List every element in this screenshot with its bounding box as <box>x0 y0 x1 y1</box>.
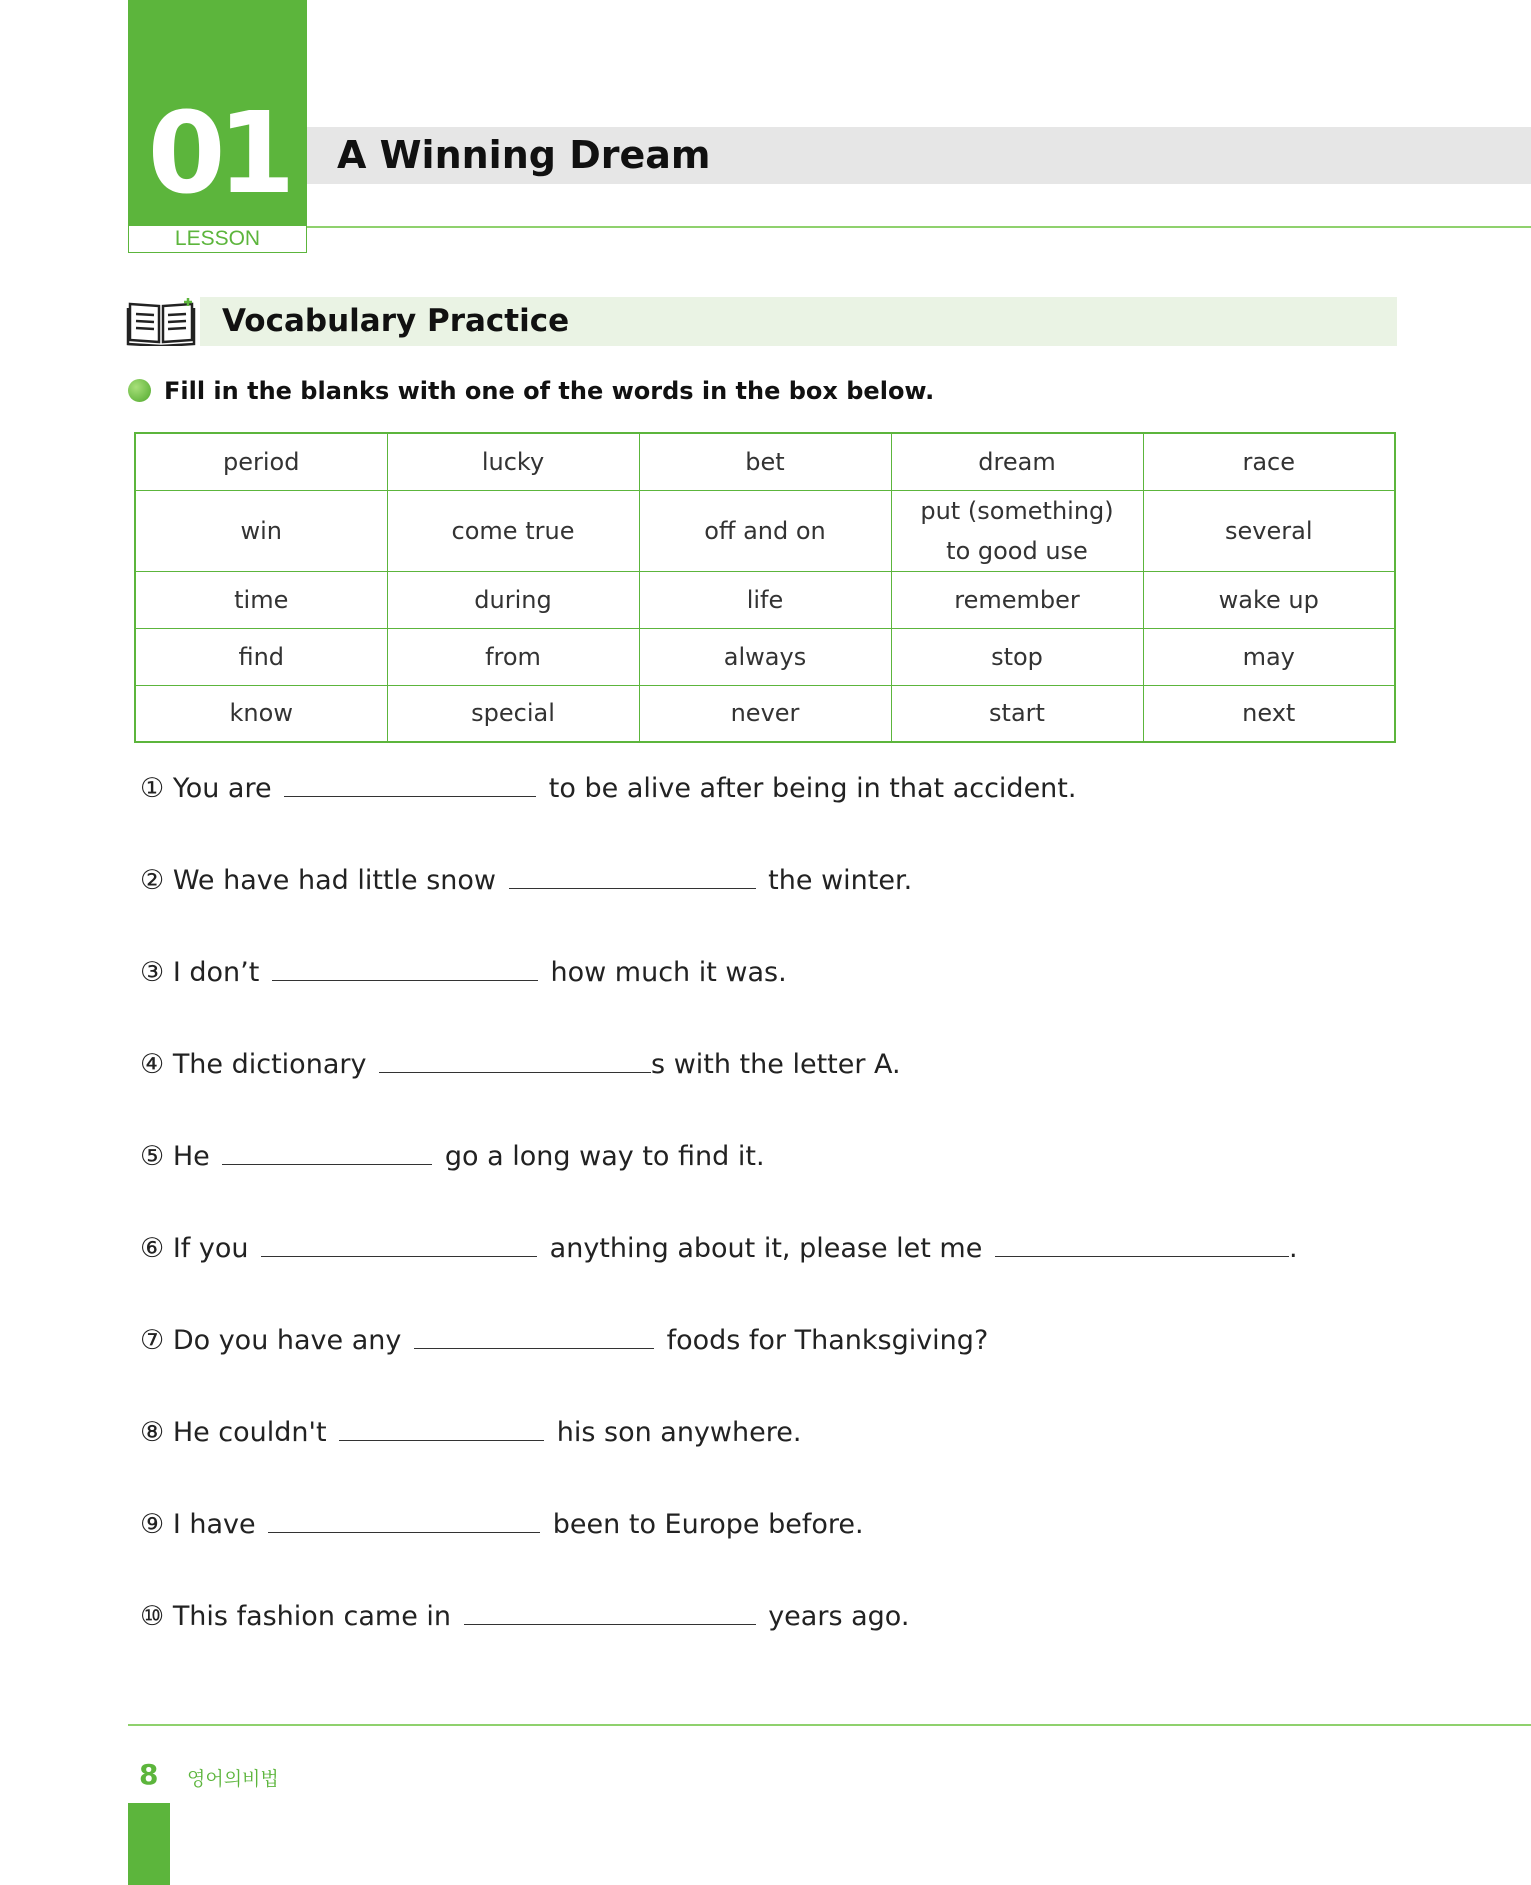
word-row <box>135 433 1395 490</box>
sentence-text: This fashion came in <box>172 1601 452 1632</box>
sentence-text: his son anywhere. <box>556 1417 802 1448</box>
exercise-sentence <box>140 1412 801 1453</box>
answer-blank[interactable] <box>995 1228 1289 1257</box>
word-cell: start <box>891 685 1143 742</box>
lesson-number: 01 <box>147 89 288 219</box>
exercise-sentence <box>140 1320 988 1361</box>
word-row <box>135 628 1395 685</box>
exercise-sentence <box>140 1044 901 1085</box>
word-cell: several <box>1143 490 1395 571</box>
footer-accent <box>128 1803 170 1885</box>
answer-blank[interactable] <box>284 768 536 797</box>
word-cell: race <box>1143 433 1395 490</box>
sentence-text: the winter. <box>768 865 913 896</box>
item-number: ② <box>140 865 165 896</box>
item-number: ⑧ <box>140 1417 165 1448</box>
answer-blank[interactable] <box>222 1136 432 1165</box>
answer-blank[interactable] <box>414 1320 654 1349</box>
word-box-table <box>134 432 1396 743</box>
word-cell: period <box>135 433 387 490</box>
word-cell: win <box>135 490 387 571</box>
word-cell: never <box>639 685 891 742</box>
word-row <box>135 571 1395 628</box>
title-divider <box>307 226 1531 228</box>
word-cell: wake up <box>1143 571 1395 628</box>
word-cell: life <box>639 571 891 628</box>
exercise-sentence <box>140 768 1076 809</box>
sentence-text: anything about it, please let me <box>549 1233 983 1264</box>
sentence-text: go a long way to find it. <box>444 1141 765 1172</box>
word-cell: come true <box>387 490 639 571</box>
page-title: A Winning Dream <box>337 133 711 177</box>
word-cell: lucky <box>387 433 639 490</box>
answer-blank[interactable] <box>339 1412 544 1441</box>
word-cell: from <box>387 628 639 685</box>
sentence-text: foods for Thanksgiving? <box>666 1325 989 1356</box>
item-number: ⑩ <box>140 1601 165 1632</box>
word-row <box>135 685 1395 742</box>
answer-blank[interactable] <box>509 860 756 889</box>
section-title: Vocabulary Practice <box>222 303 570 339</box>
sentence-text: If you <box>172 1233 249 1264</box>
exercise-sentence <box>140 1136 765 1177</box>
sentence-text: The dictionary <box>172 1049 367 1080</box>
instruction-text: Fill in the blanks with one of the words in the box below. <box>164 377 935 405</box>
word-row <box>135 490 1395 571</box>
book-icon <box>126 296 196 346</box>
word-cell: put (something) to good use <box>891 490 1143 571</box>
word-cell: bet <box>639 433 891 490</box>
sentence-text: how much it was. <box>550 957 787 988</box>
exercise-sentence <box>140 1228 1298 1269</box>
word-cell: next <box>1143 685 1395 742</box>
sentence-text: He <box>172 1141 210 1172</box>
book-name: 영어의비법 <box>187 1768 279 1790</box>
item-number: ⑨ <box>140 1509 165 1540</box>
exercise-sentence <box>140 1504 864 1545</box>
word-cell: find <box>135 628 387 685</box>
sentence-text: I have <box>172 1509 256 1540</box>
sentence-text: I don’t <box>172 957 260 988</box>
sentence-text: Do you have any <box>172 1325 402 1356</box>
word-cell: off and on <box>639 490 891 571</box>
word-cell: always <box>639 628 891 685</box>
answer-blank[interactable] <box>272 952 538 981</box>
sentence-text: s with the letter A. <box>651 1049 901 1080</box>
exercise-sentence <box>140 952 787 993</box>
sentence-text: You are <box>172 773 272 804</box>
word-cell: time <box>135 571 387 628</box>
sentence-text: He couldn't <box>172 1417 327 1448</box>
item-number: ⑥ <box>140 1233 165 1264</box>
item-number: ① <box>140 773 165 804</box>
word-cell: may <box>1143 628 1395 685</box>
item-number: ④ <box>140 1049 165 1080</box>
exercise-sentence <box>140 1596 909 1637</box>
exercise-sentence <box>140 860 912 901</box>
word-cell: special <box>387 685 639 742</box>
word-cell: know <box>135 685 387 742</box>
word-cell: remember <box>891 571 1143 628</box>
answer-blank[interactable] <box>261 1228 537 1257</box>
sentence-text: . <box>1288 1233 1298 1264</box>
item-number: ⑤ <box>140 1141 165 1172</box>
sentence-text: years ago. <box>768 1601 910 1632</box>
sentence-text: to be alive after being in that accident. <box>548 773 1077 804</box>
item-number: ⑦ <box>140 1325 165 1356</box>
item-number: ③ <box>140 957 165 988</box>
word-cell: dream <box>891 433 1143 490</box>
answer-blank[interactable] <box>268 1504 540 1533</box>
page-number: 8 <box>139 1758 159 1791</box>
answer-blank[interactable] <box>379 1044 651 1073</box>
bullet-icon <box>128 379 151 402</box>
lesson-label: LESSON <box>128 226 307 253</box>
sentence-text: been to Europe before. <box>552 1509 864 1540</box>
footer-divider <box>128 1724 1531 1726</box>
word-cell: stop <box>891 628 1143 685</box>
answer-blank[interactable] <box>464 1596 756 1625</box>
sentence-text: We have had little snow <box>172 865 496 896</box>
word-cell: during <box>387 571 639 628</box>
